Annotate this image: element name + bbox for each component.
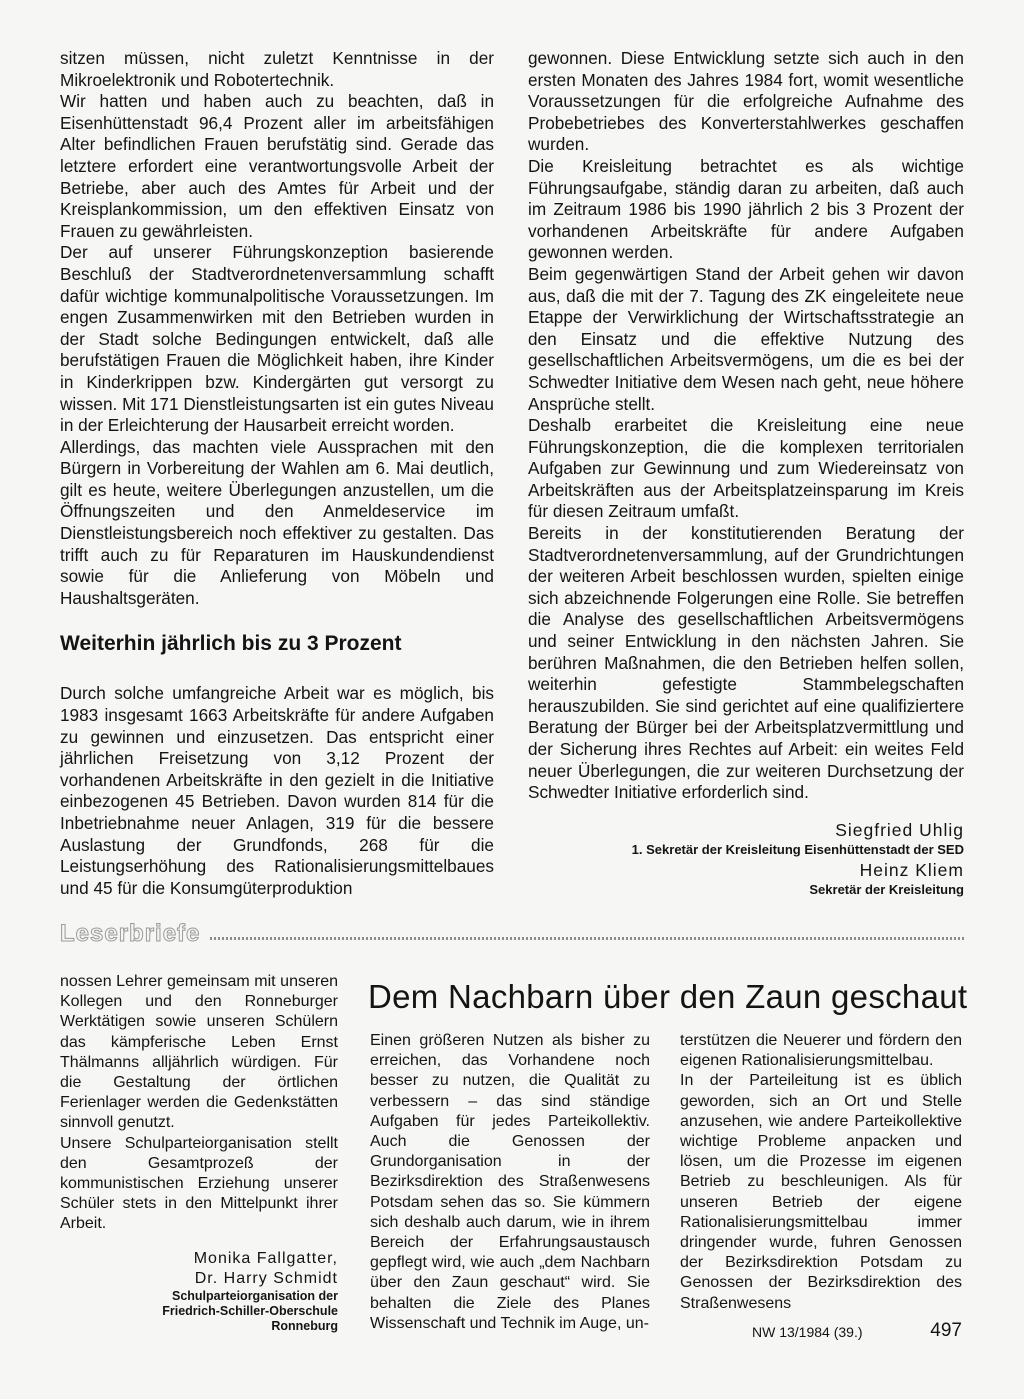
paragraph: sitzen müssen, nicht zuletzt Kenntnisse in der Mikroelektronik und Robotertechnik. xyxy=(60,48,494,90)
article-column-2 xyxy=(680,1031,962,1314)
article-headline: Dem Nachbarn über den Zaun geschaut xyxy=(368,978,968,1015)
author-name: Heinz Kliem xyxy=(859,859,964,880)
paragraph: Beim gegenwärtigen Stand der Arbeit gehen wir davon aus, daß die mit der 7. Tagung des ZK eingeleitete neue Etappe der Verwirklichung der Wirtschaftsstrategie an den Einsatz und die effektive Nutzung des gesellschaftlichen Arbeitsvermögens, um die es bei der Schwedter Initiative dem Wesen nach geht, neue höhere Ansprüche stellt. xyxy=(528,263,964,414)
author-name: Siegfried Uhlig xyxy=(835,819,964,840)
paragraph: gewonnen. Diese Entwicklung setzte sich auch in den ersten Monaten des Jahres 1984 fort, womit wesentliche Voraussetzungen für die erfolgreiche Aufnahme des Probebetriebes des Konverterstahlwerkes geschaffen wurden. xyxy=(528,48,964,155)
signer-role: Ronneburg xyxy=(271,1318,338,1333)
paragraph: Durch solche umfangreiche Arbeit war es möglich, bis 1983 insgesamt 1663 Arbeitskräfte für andere Aufgaben zu gewinnen und einzusetzen. Das entspricht einer jährlichen Freisetzung von 3,12 Prozent der vorhandenen Arbeitskräfte in den gezielt in die Initiative einbezogenen 45 Betrieben. Davon wurden 814 für die Inbetriebnahme neuer Anlagen, 319 für die bessere Auslastung der Grundfonds, 268 für die Leistungserhöhung des Rationalisierungsmittelbaues und 45 für die Konsumgüterproduktion xyxy=(60,683,494,898)
paragraph: Wir hatten und haben auch zu beachten, daß in Eisenhüttenstadt 96,4 Prozent aller im arbeitsfähigen Alter befindlichen Frauen berufstätig sind. Gerade das letztere erfordert eine verantwortungsvolle Arbeit der Betriebe, aber auch des Amtes für Arbeit und der Kreisplankommission, um den effektiven Einsatz von Frauen zu gewährleisten. xyxy=(60,91,494,241)
author-signature xyxy=(528,820,964,898)
author-role: Sekretär der Kreisleitung xyxy=(809,881,964,897)
paragraph: Unsere Schulparteiorganisation stellt den Gesamtprozeß der kommunistischen Erziehung unserer Schüler stets in den Mittelpunkt ihrer Arbeit. xyxy=(60,1134,338,1233)
paragraph: nossen Lehrer gemeinsam mit unseren Kollegen und den Ronneburger Werktätigen sowie unseren Schülern das kämpferische Leben Ernst Thälmanns alljährlich würdigen. Für die Gestaltung der örtlichen Ferienlager werden die Gedenkstätten sinnvoll genutzt. xyxy=(60,973,338,1132)
letter-signature xyxy=(60,1249,338,1334)
paragraph: Einen größeren Nutzen als bisher zu erreichen, das Vorhandene noch besser zu nutzen, die Qualität zu verbessern – das sind ständige Aufgaben für jedes Parteikollektiv. Auch die Genossen der Grundorganisation in der Bezirksdirektion des Straßenwesens Potsdam sehen das so. Sie kümmern sich deshalb auch darum, wie in ihrem Bereich der Erfahrungsaustausch gepflegt wird, wie auch „dem Nachbarn über den Zaun geschaut“ wird. Sie behalten die Ziele des Planes Wissenschaft und Technik im Auge, un- xyxy=(370,1032,650,1332)
author-role: 1. Sekretär der Kreisleitung Eisenhüttenstadt der SED xyxy=(631,841,964,857)
top-left-column xyxy=(60,48,494,899)
paragraph: terstützen die Neuerer und fördern den eigenen Rationalisierungsmittelbau. xyxy=(680,1032,962,1070)
signer-role: Schulparteiorganisation der xyxy=(171,1288,338,1303)
top-right-column xyxy=(528,48,964,898)
section-header xyxy=(60,920,964,950)
subheading: Weiterhin jährlich bis zu 3 Prozent xyxy=(60,632,402,656)
article-column-1 xyxy=(370,1031,650,1334)
paragraph: Die Kreisleitung betrachtet es als wichtige Führungsaufgabe, ständig daran zu arbeiten, daß auch im Zeitraum 1986 bis 1990 jährlich 2 bis 3 Prozent der vorhandenen Arbeitskräfte für andere Aufgaben gewonnen werden. xyxy=(528,155,964,263)
paragraph: Der auf unserer Führungskonzeption basierende Beschluß der Stadtverordnetenversammlung schafft dafür wichtige kommunalpolitische Voraussetzungen. Im engen Zusammenwirken mit den Betrieben wurden in der Stadt solche Bedingungen entwickelt, daß alle berufstätigen Frauen die Möglichkeit haben, ihre Kinder in Kinderkrippen bzw. Kindergärten gut versorgt zu wissen. Mit 171 Dienstleistungsarten ist ein gutes Niveau in der Erleichterung der Hausarbeit erreicht worden. xyxy=(60,242,494,436)
letter-column xyxy=(60,972,338,1334)
section-label: Leserbriefe xyxy=(60,920,201,947)
paragraph: In der Parteileitung ist es üblich geworden, sich an Ort und Stelle anzusehen, wie andere Parteikollektive wichtige Probleme anpacken und lösen, um die Prozesse im eigenen Betrieb zu beschleunigen. Als für unseren Betrieb der eigene Rationalisierungsmittelbau immer dringender wurde, fuhren Genossen der Bezirksdirektion Potsdam zu Genossen der Bezirksdirektion des Straßenwesens xyxy=(680,1072,962,1312)
page-number: 497 xyxy=(930,1320,962,1341)
paragraph: Bereits in der konstitutierenden Beratung der Stadtverordnetenversammlung, auf der Grundrichtungen der weiteren Arbeit beschlossen wurden, spielten einige sich abzeichnende Folgerungen eine Rolle. Sie betreffen die Analyse des gesellschaftlichen Arbeitsvermögens und seiner Entwicklung in den nächsten Jahren. Sie berühren Maßnahmen, die den Betrieben helfen sollen, weiterhin gefestigte Stammbelegschaften herauszubilden. Sie sind gerichtet auf eine qualifiziertere Beratung der Bürger bei der Arbeitsplatzvermittlung und der Sicherung ihres Rechtes auf Arbeit: ein weites Feld neuer Überlegungen, die zur weiteren Durchsetzung der Schwedter Initiative erforderlich sind. xyxy=(528,523,964,803)
section-rule xyxy=(210,937,964,940)
signer-name: Dr. Harry Schmidt xyxy=(194,1269,338,1287)
paragraph: Allerdings, das machten viele Aussprachen mit den Bürgern in Vorbereitung der Wahlen am 6. Mai deutlich, gilt es heute, weitere Überlegungen anzustellen, um die Öffnungszeiten und den Anmeldeservice im Dienstleistungsbereich noch effektiver zu gestalten. Das trifft auch zu für Reparaturen im Hauskundendienst sowie für die Anlieferung von Möbeln und Haushaltsgeräten. xyxy=(60,436,494,608)
signer-name: Monika Fallgatter, xyxy=(193,1249,338,1267)
signer-role: Friedrich-Schiller-Oberschule xyxy=(162,1303,338,1318)
issue-label: NW 13/1984 (39.) xyxy=(752,1324,863,1340)
page-footer xyxy=(700,1318,962,1346)
paragraph: Deshalb erarbeitet die Kreisleitung eine neue Führungskonzeption, die die komplexen territorialen Aufgaben zur Gewinnung und zum Wiedereinsatz von Arbeitskräften aus der Arbeitsplatzeinsparung im Kreis für diesen Zeitraum umfaßt. xyxy=(528,415,964,522)
